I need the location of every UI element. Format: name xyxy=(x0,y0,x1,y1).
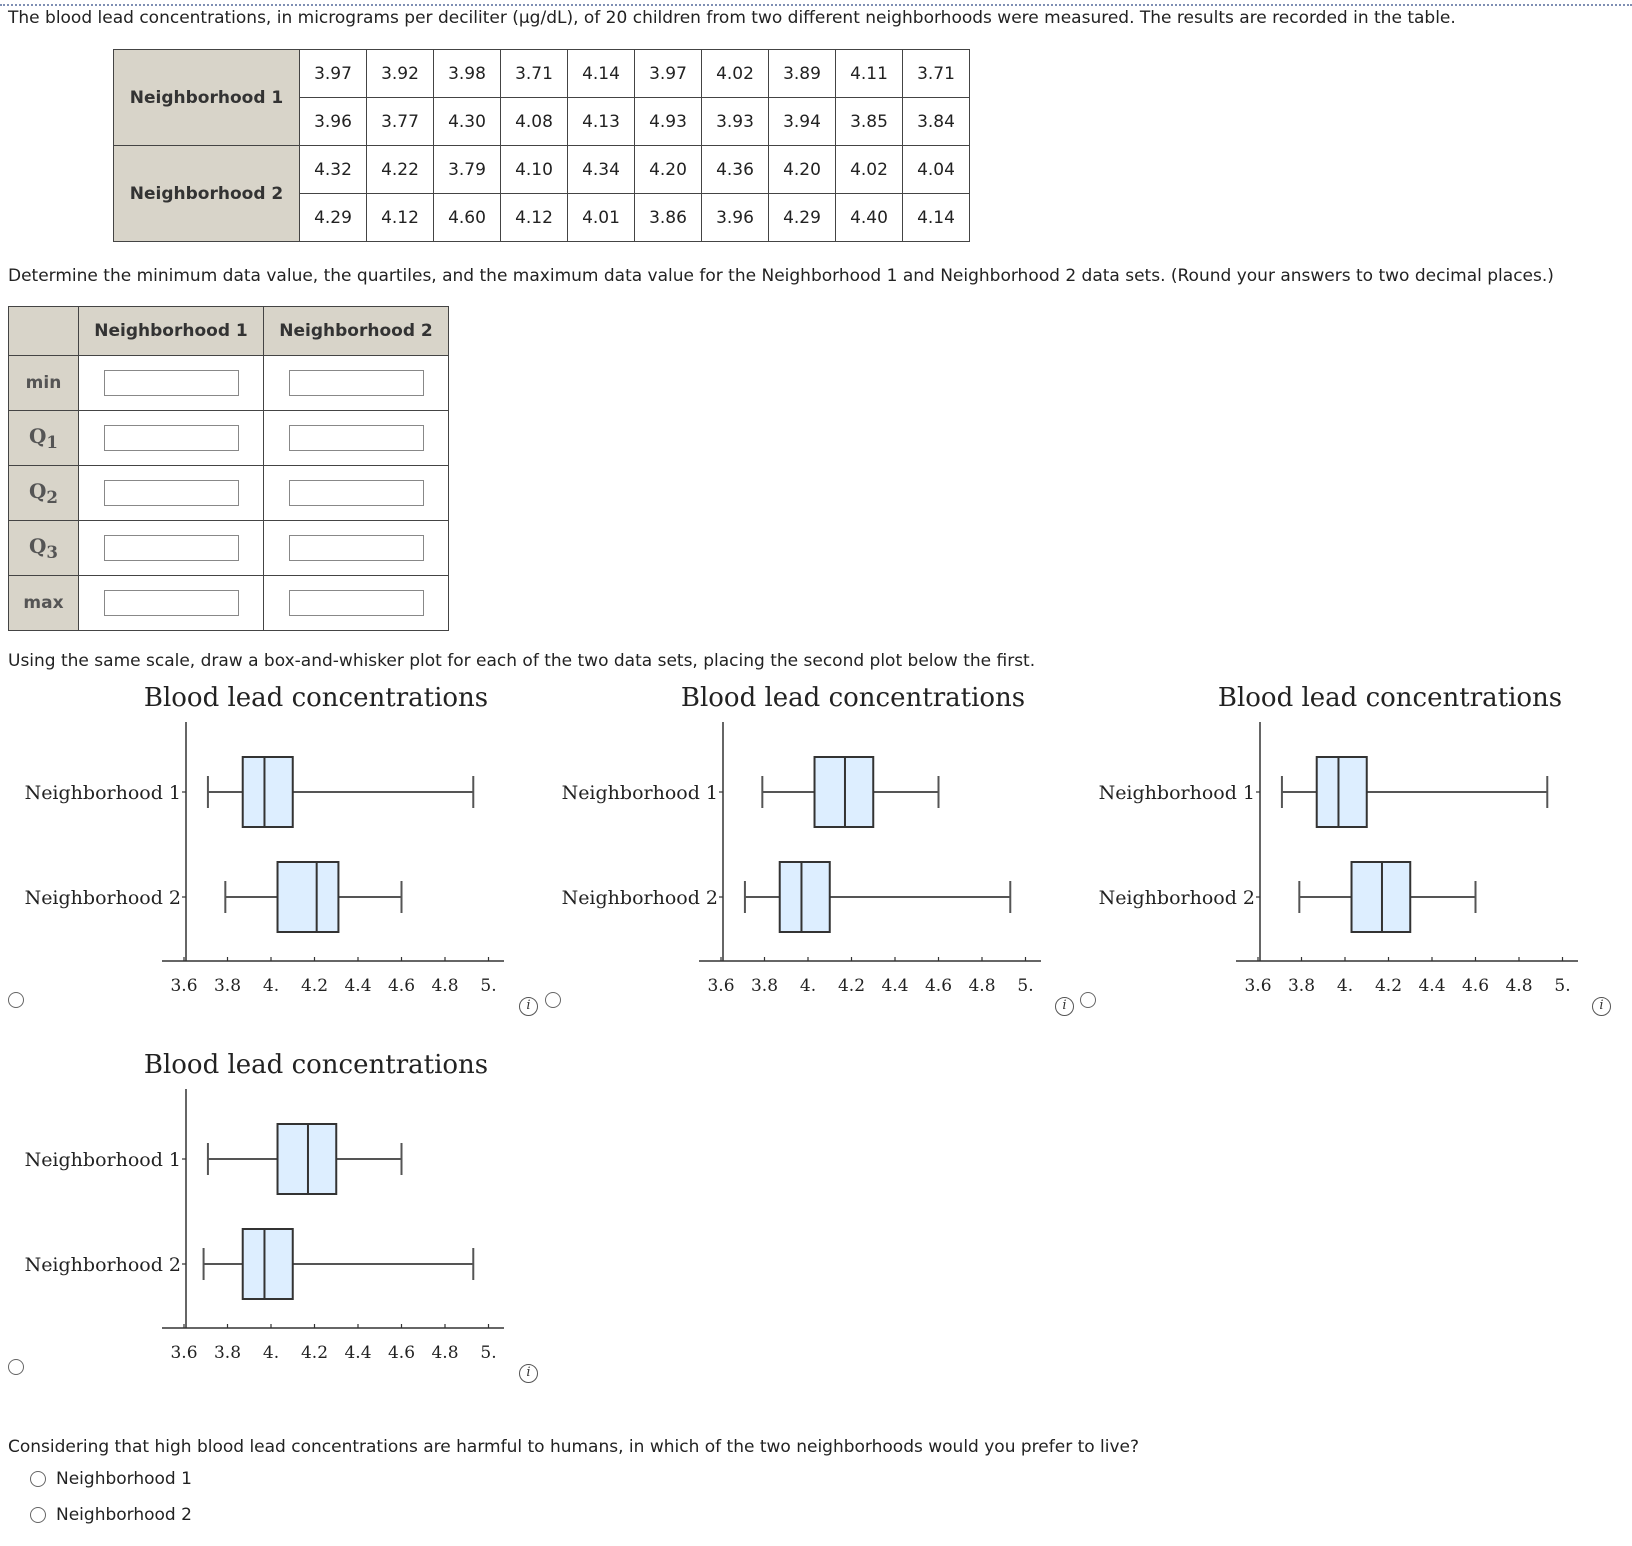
answer-cell xyxy=(79,356,264,411)
row-label-text: Q xyxy=(28,534,47,558)
answer-input[interactable] xyxy=(104,535,239,561)
x-tick-label: 4.8 xyxy=(1505,976,1533,996)
iqr-box xyxy=(243,757,293,827)
iqr-box xyxy=(243,1229,293,1299)
data-cell: 4.36 xyxy=(702,146,769,194)
data-row xyxy=(114,50,970,98)
x-tick-label: 5. xyxy=(1554,976,1571,996)
table-corner xyxy=(9,307,79,356)
data-cell: 3.71 xyxy=(501,50,568,98)
choice-radio[interactable] xyxy=(30,1507,46,1523)
chart-title: Blood lead concentrations xyxy=(143,1050,489,1080)
data-cell: 3.84 xyxy=(903,98,970,146)
data-cell: 3.93 xyxy=(702,98,769,146)
x-tick-label: 3.8 xyxy=(213,1343,242,1363)
row-label xyxy=(9,411,79,466)
data-cell: 4.10 xyxy=(501,146,568,194)
iqr-box xyxy=(278,862,339,932)
info-icon[interactable]: i xyxy=(1592,997,1611,1016)
box-plot-svg xyxy=(16,1043,546,1383)
x-tick-label: 4.8 xyxy=(431,1343,459,1363)
choice-neighborhood-2[interactable] xyxy=(30,1505,192,1525)
data-cell: 3.79 xyxy=(434,146,501,194)
data-cell: 3.92 xyxy=(367,50,434,98)
answer-input[interactable] xyxy=(104,370,239,396)
data-cell: 4.32 xyxy=(300,146,367,194)
x-tick-label: 4.6 xyxy=(1461,976,1490,996)
neighborhood-label: Neighborhood 2 xyxy=(114,146,300,242)
iqr-box xyxy=(278,1124,337,1194)
answer-input[interactable] xyxy=(289,590,424,616)
data-cell: 3.77 xyxy=(367,98,434,146)
data-row xyxy=(114,146,970,194)
neighborhood-label: Neighborhood 1 xyxy=(114,50,300,146)
top-divider xyxy=(0,4,1632,6)
row-label xyxy=(9,576,79,631)
x-tick-label: 4.6 xyxy=(387,1343,416,1363)
x-tick-label: 4.2 xyxy=(1374,976,1403,996)
x-tick-label: 3.8 xyxy=(750,976,779,996)
data-cell: 4.12 xyxy=(367,194,434,242)
answer-input[interactable] xyxy=(289,425,424,451)
iqr-box xyxy=(815,757,874,827)
answer-input[interactable] xyxy=(289,535,424,561)
answer-input[interactable] xyxy=(104,425,239,451)
data-cell: 4.40 xyxy=(836,194,903,242)
quartile-instructions: Determine the minimum data value, the quartiles, and the maximum data value for the Neighborhood 1 and Neighborhood 2 data sets. (Round your answers to two decimal places.) xyxy=(8,266,1554,286)
data-cell: 4.11 xyxy=(836,50,903,98)
intro-text: The blood lead concentrations, in micrograms per deciliter (µg/dL), of 20 children from two different neighborhoods were measured. The results are recorded in the table. xyxy=(8,8,1456,28)
data-cell: 4.60 xyxy=(434,194,501,242)
data-cell: 3.85 xyxy=(836,98,903,146)
row-label xyxy=(9,466,79,521)
answer-cell xyxy=(264,466,449,521)
y-category-label: Neighborhood 1 xyxy=(24,1149,181,1171)
iqr-box xyxy=(780,862,830,932)
y-category-label: Neighborhood 2 xyxy=(24,1254,181,1276)
box-plot-series xyxy=(225,862,401,932)
answer-cell xyxy=(79,466,264,521)
answer-cell xyxy=(79,411,264,466)
x-tick-label: 4.2 xyxy=(837,976,866,996)
choice-label: Neighborhood 2 xyxy=(56,1505,192,1525)
answer-input[interactable] xyxy=(104,590,239,616)
box-plot-series xyxy=(1282,757,1547,827)
data-cell: 4.20 xyxy=(635,146,702,194)
data-cell: 4.04 xyxy=(903,146,970,194)
data-cell: 4.30 xyxy=(434,98,501,146)
plot-option-3 xyxy=(1090,676,1620,1016)
box-plot-series xyxy=(745,862,1010,932)
box-plot-svg xyxy=(553,676,1083,1016)
row-label xyxy=(9,521,79,576)
x-tick-label: 5. xyxy=(1017,976,1034,996)
row-label-text: min xyxy=(25,373,62,393)
data-cell: 4.29 xyxy=(769,194,836,242)
x-tick-label: 3.8 xyxy=(1287,976,1316,996)
box-plot-svg xyxy=(1090,676,1620,1016)
x-tick-label: 4.8 xyxy=(431,976,459,996)
data-cell: 4.14 xyxy=(568,50,635,98)
box-plot-series xyxy=(208,1124,402,1194)
column-header: Neighborhood 2 xyxy=(264,307,449,356)
data-cell: 4.01 xyxy=(568,194,635,242)
x-tick-label: 4. xyxy=(262,976,280,996)
final-question: Considering that high blood lead concentrations are harmful to humans, in which of the two neighborhoods would you prefer to live? xyxy=(8,1437,1140,1457)
x-tick-label: 4.8 xyxy=(968,976,996,996)
box-plot-series xyxy=(208,757,473,827)
row-label-subscript: 2 xyxy=(46,487,58,507)
choice-radio[interactable] xyxy=(30,1471,46,1487)
x-tick-label: 4.2 xyxy=(300,1343,329,1363)
data-cell: 3.94 xyxy=(769,98,836,146)
x-tick-label: 4. xyxy=(262,1343,280,1363)
data-cell: 3.98 xyxy=(434,50,501,98)
y-category-label: Neighborhood 1 xyxy=(561,782,718,804)
x-tick-label: 3.6 xyxy=(170,1343,198,1363)
x-tick-label: 4. xyxy=(1336,976,1354,996)
plot-option-1 xyxy=(16,676,546,1016)
choice-label: Neighborhood 1 xyxy=(56,1469,192,1489)
data-cell: 3.89 xyxy=(769,50,836,98)
answer-input[interactable] xyxy=(104,480,239,506)
data-cell: 4.29 xyxy=(300,194,367,242)
answer-input[interactable] xyxy=(289,370,424,396)
plot-option-2 xyxy=(553,676,1083,1016)
box-plot-series xyxy=(1299,862,1475,932)
row-label-subscript: 1 xyxy=(46,432,58,452)
data-cell: 4.08 xyxy=(501,98,568,146)
choice-neighborhood-1[interactable] xyxy=(30,1469,192,1489)
row-label-text: max xyxy=(23,593,64,613)
row-label-text: Q xyxy=(28,479,47,503)
y-category-label: Neighborhood 1 xyxy=(1098,782,1255,804)
answer-cell xyxy=(79,521,264,576)
iqr-box xyxy=(1352,862,1411,932)
row-label xyxy=(9,356,79,411)
data-cell: 4.02 xyxy=(702,50,769,98)
y-category-label: Neighborhood 2 xyxy=(561,887,718,909)
answer-cell xyxy=(79,576,264,631)
data-cell: 3.86 xyxy=(635,194,702,242)
x-tick-label: 4.4 xyxy=(881,976,909,996)
x-tick-label: 4.4 xyxy=(1418,976,1446,996)
plot-option-4 xyxy=(16,1043,546,1383)
box-plot-svg xyxy=(16,676,546,1016)
data-cell: 3.96 xyxy=(300,98,367,146)
answer-table xyxy=(8,306,449,631)
data-cell: 4.13 xyxy=(568,98,635,146)
answer-cell xyxy=(264,356,449,411)
chart-title: Blood lead concentrations xyxy=(143,683,489,713)
row-label-subscript: 3 xyxy=(46,542,58,562)
x-tick-label: 4.2 xyxy=(300,976,329,996)
x-tick-label: 3.6 xyxy=(1244,976,1272,996)
answer-input[interactable] xyxy=(289,480,424,506)
info-icon[interactable]: i xyxy=(1055,997,1074,1016)
x-tick-label: 3.6 xyxy=(170,976,198,996)
answer-cell xyxy=(264,576,449,631)
x-tick-label: 5. xyxy=(480,976,497,996)
data-cell: 4.02 xyxy=(836,146,903,194)
y-category-label: Neighborhood 2 xyxy=(24,887,181,909)
x-tick-label: 4.4 xyxy=(344,976,372,996)
answer-cell xyxy=(264,411,449,466)
y-category-label: Neighborhood 2 xyxy=(1098,887,1255,909)
chart-title: Blood lead concentrations xyxy=(680,683,1026,713)
iqr-box xyxy=(1317,757,1367,827)
info-icon[interactable]: i xyxy=(519,997,538,1016)
data-cell: 4.22 xyxy=(367,146,434,194)
data-cell: 4.12 xyxy=(501,194,568,242)
plot-instructions: Using the same scale, draw a box-and-whisker plot for each of the two data sets, placing the second plot below the first. xyxy=(8,651,1036,671)
x-tick-label: 4.4 xyxy=(344,1343,372,1363)
y-category-label: Neighborhood 1 xyxy=(24,782,181,804)
row-label-text: Q xyxy=(28,424,47,448)
x-tick-label: 4. xyxy=(799,976,817,996)
data-table xyxy=(113,49,970,242)
data-cell: 4.20 xyxy=(769,146,836,194)
info-icon[interactable]: i xyxy=(519,1364,538,1383)
box-plot-series xyxy=(762,757,938,827)
x-tick-label: 4.6 xyxy=(387,976,416,996)
x-tick-label: 5. xyxy=(480,1343,497,1363)
answer-cell xyxy=(264,521,449,576)
x-tick-label: 4.6 xyxy=(924,976,953,996)
column-header: Neighborhood 1 xyxy=(79,307,264,356)
data-cell: 4.14 xyxy=(903,194,970,242)
chart-title: Blood lead concentrations xyxy=(1217,683,1563,713)
data-cell: 3.97 xyxy=(635,50,702,98)
box-plot-series xyxy=(204,1229,474,1299)
data-cell: 3.97 xyxy=(300,50,367,98)
x-tick-label: 3.6 xyxy=(707,976,735,996)
data-cell: 3.71 xyxy=(903,50,970,98)
data-cell: 4.93 xyxy=(635,98,702,146)
data-cell: 4.34 xyxy=(568,146,635,194)
data-cell: 3.96 xyxy=(702,194,769,242)
x-tick-label: 3.8 xyxy=(213,976,242,996)
